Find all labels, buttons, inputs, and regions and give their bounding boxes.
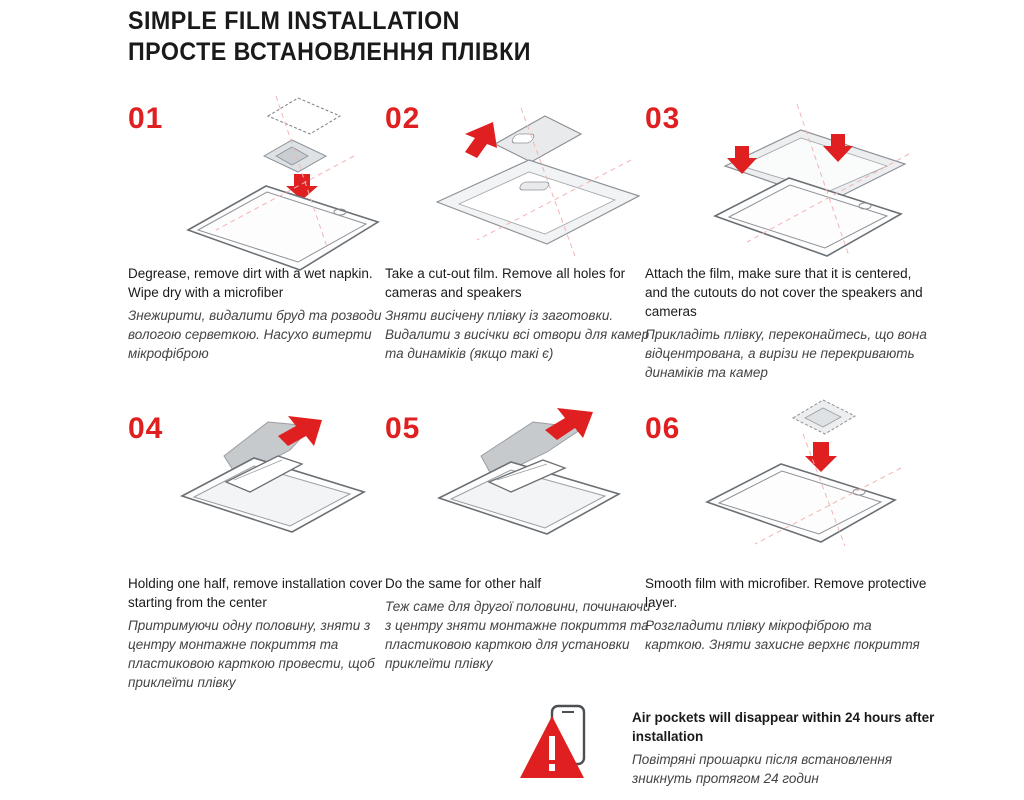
- footer-text-en: Air pockets will disappear within 24 hours after installation: [632, 710, 935, 744]
- step-number-03: 03: [645, 102, 681, 135]
- step-illustration-01: [168, 90, 396, 260]
- step-caption-05: [385, 574, 653, 673]
- step-number-01: 01: [128, 102, 164, 135]
- step-number-02: 02: [385, 102, 421, 135]
- step-text-en-05: Do the same for other half: [385, 576, 542, 591]
- step-number-06: 06: [645, 412, 681, 445]
- step-text-en-03: Attach the film, make sure that it is centered, and the cutouts do not cover the speakers and cameras: [645, 266, 923, 319]
- step-text-en-01: Degrease, remove dirt with a wet napkin. Wipe dry with a microfiber: [128, 266, 373, 300]
- step-illustration-03: [685, 90, 913, 260]
- step-card-05: [385, 400, 653, 673]
- step-text-uk-01: Знежирити, видалити бруд та розводи вологою серветкою. Насухо витерти мікрофіброю: [128, 308, 382, 361]
- step-caption-04: [128, 574, 396, 692]
- step-text-en-04: Holding one half, remove installation cover starting from the center: [128, 576, 383, 610]
- step-text-uk-05: Теж саме для другої половини, починаючи з центру зняти монтажне покриття та пластиковою карткою для установки приклеїти плівку: [385, 599, 651, 671]
- step-card-04: [128, 400, 396, 692]
- footer-text-block: [632, 706, 940, 788]
- footer-text-uk: Повітряні прошарки після встановлення зникнуть протягом 24 годин: [632, 752, 893, 786]
- page-header: [128, 8, 561, 66]
- step-illustration-05: [425, 400, 653, 570]
- step-caption-03: [645, 264, 935, 382]
- step-text-uk-02: Зняти висічену плівку із заготовки. Видалити з висічки всі отвори для камер та динаміків (якщо такі є): [385, 308, 650, 361]
- footer-notice: [520, 706, 940, 788]
- step-caption-02: [385, 264, 653, 363]
- step-illustration-02: [425, 90, 653, 260]
- step-number-05: 05: [385, 412, 421, 445]
- page-title-uk: ПРОСТЕ ВСТАНОВЛЕННЯ ПЛІВКИ: [128, 37, 531, 66]
- step-text-uk-06: Розгладити плівку мікрофіброю та карткою. Зняти захисне верхнє покриття: [645, 618, 920, 652]
- step-card-06: [645, 400, 935, 654]
- step-caption-01: [128, 264, 396, 363]
- step-illustration-04: [168, 400, 396, 570]
- step-number-04: 04: [128, 412, 164, 445]
- step-card-02: [385, 90, 653, 363]
- warning-triangle-phone-icon: [520, 706, 616, 782]
- step-text-uk-04: Притримуючи одну половину, зняти з центру монтажне покриття та пластиковою карткою провести, щоб приклеїти плівку: [128, 618, 375, 690]
- step-card-03: [645, 90, 935, 382]
- step-text-en-02: Take a cut-out film. Remove all holes for cameras and speakers: [385, 266, 626, 300]
- step-illustration-06: [685, 400, 913, 570]
- step-card-01: [128, 90, 396, 363]
- step-text-en-06: Smooth film with microfiber. Remove protective layer.: [645, 576, 927, 610]
- page-title-en: SIMPLE FILM INSTALLATION: [128, 7, 460, 35]
- step-caption-06: [645, 574, 935, 654]
- step-text-uk-03: Прикладіть плівку, переконайтесь, що вона відцентрована, а вирізи не перекривають динаміків та камер: [645, 327, 927, 380]
